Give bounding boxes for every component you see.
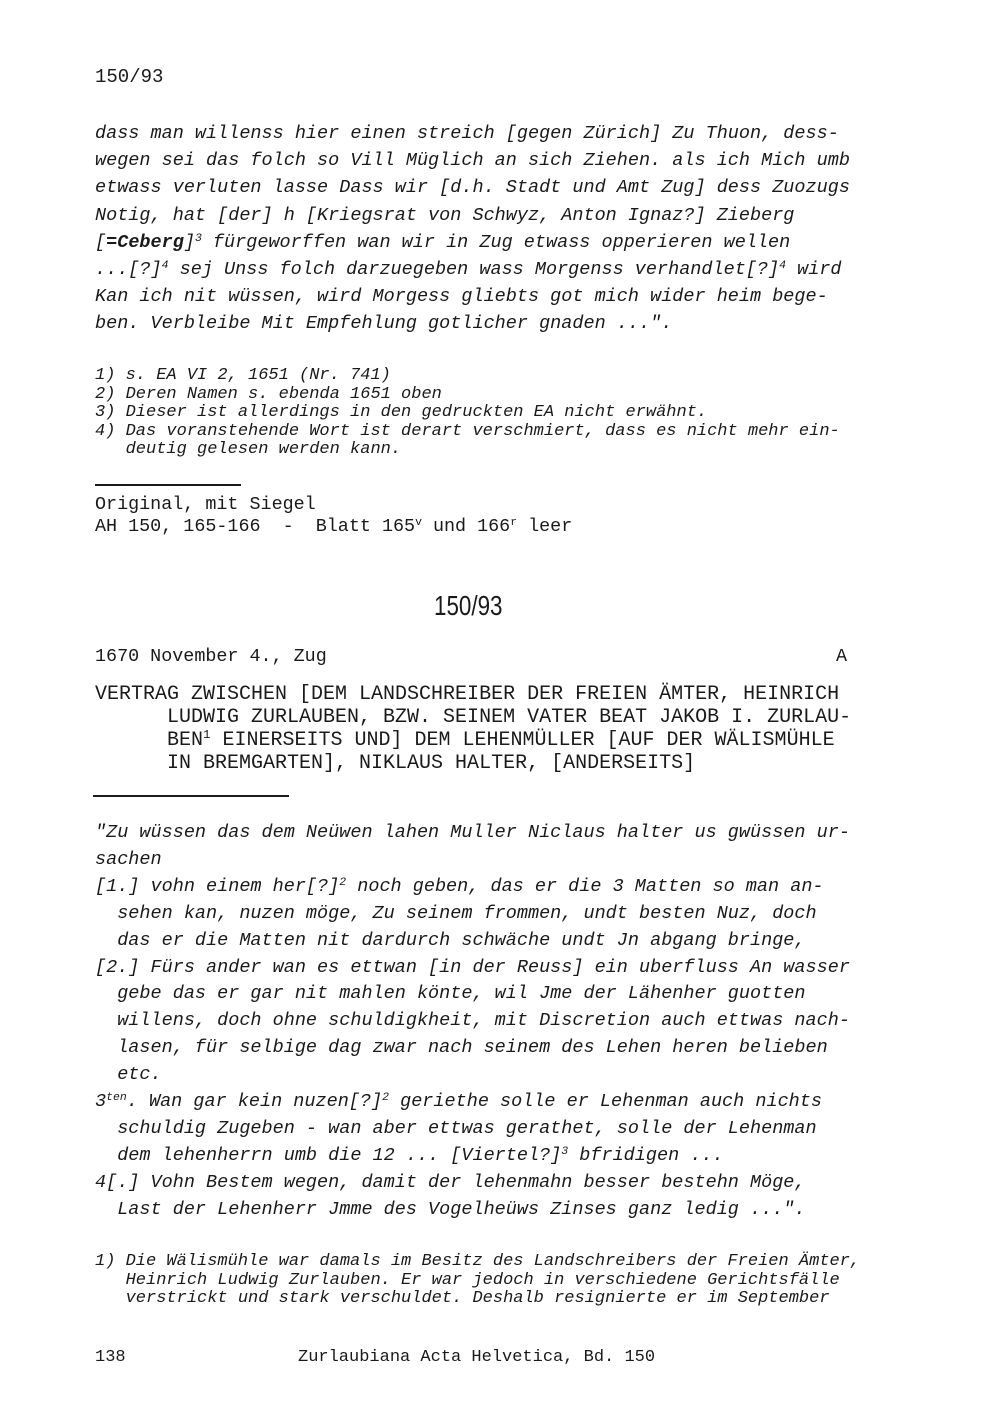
text-segment: [ xyxy=(95,231,107,253)
text-segment: LUDWIG ZURLAUBEN, BZW. SEINEM VATER BEAT JAKOB I. ZURLAU- xyxy=(95,706,852,729)
footnote-marker: 2 xyxy=(339,875,347,889)
text-line xyxy=(95,1061,162,1088)
text-segment: ...[?] xyxy=(95,259,162,280)
text-segment: geriethe solle er Lehenman auch nichts xyxy=(389,1091,822,1112)
text-line: 3) Dieser ist allerdings in den gedruckten EA nicht erwähnt. xyxy=(95,403,708,422)
text-segment: [1.] vohn einem her[?] xyxy=(95,875,340,897)
text-segment: leer xyxy=(517,516,573,537)
text-line xyxy=(95,954,850,981)
footnote-marker: 2 xyxy=(382,1090,389,1104)
heading-divider xyxy=(93,795,289,797)
text-segment: ] xyxy=(183,231,195,253)
text-line xyxy=(95,846,162,873)
text-line xyxy=(95,980,806,1007)
footnote-marker: 1 xyxy=(203,728,211,743)
text-line xyxy=(95,256,842,283)
bold-text: =Ceberg xyxy=(106,231,184,253)
text-line xyxy=(95,1169,806,1196)
footnote-marker: v xyxy=(415,516,422,529)
text-segment: etwass verluten lasse Dass wir [d.h. Stadt und Amt Zug] dess Zuozugs xyxy=(95,177,850,199)
text-segment: 4[.] Vohn Bestem wegen, damit der lehenmahn besser bestehn Möge, xyxy=(95,1171,806,1193)
text-segment: BEN xyxy=(95,729,204,752)
text-segment: schuldig Zugeben - wan aber ettwas gerathet, solle der Lehenman xyxy=(95,1117,817,1139)
text-segment: bfridigen ... xyxy=(568,1144,724,1166)
footnote-marker: ten xyxy=(106,1090,127,1104)
text-segment: VERTRAG ZWISCHEN [DEM LANDSCHREIBER DER FREIEN ÄMTER, HEINRICH xyxy=(95,683,840,706)
footer-publication: Zurlaubiana Acta Helvetica, Bd. 150 xyxy=(298,1348,656,1367)
text-segment: sachen xyxy=(95,848,162,870)
text-segment: dass man willenss hier einen streich [gegen Zürich] Zu Thuon, dess- xyxy=(95,123,839,144)
text-line xyxy=(95,819,850,846)
text-segment: und 166 xyxy=(421,516,511,537)
document-type-letter: A xyxy=(836,646,848,667)
footnote-marker: 4 xyxy=(779,258,787,272)
text-line xyxy=(95,310,672,337)
text-line xyxy=(95,1034,828,1061)
footnote-marker: r xyxy=(510,516,518,529)
text-segment: wird xyxy=(786,259,842,280)
footnote-marker: 3 xyxy=(561,1144,569,1158)
text-line: 4) Das voranstehende Wort ist derart verschmiert, dass es nicht mehr ein- xyxy=(95,421,840,441)
text-line: 1) s. EA VI 2, 1651 (Nr. 741) xyxy=(95,366,391,385)
text-segment: Notig, hat [der] h [Kriegsrat von Schwyz, Anton Ignaz?] Zieberg xyxy=(95,204,795,226)
text-line: Heinrich Ludwig Zurlauben. Er war jedoch in verschiedene Gerichtsfälle xyxy=(95,1270,840,1290)
footnote-marker: 3 xyxy=(194,231,202,245)
text-line: 2) Deren Namen s. ebenda 1651 oben xyxy=(95,384,442,404)
text-line xyxy=(95,174,850,201)
text-line xyxy=(95,706,851,729)
text-segment: etc. xyxy=(95,1064,162,1086)
text-line xyxy=(95,873,824,900)
text-segment: wegen sei das folch so Vill Müglich an sich Ziehen. als ich Mich umb xyxy=(95,150,850,172)
text-segment: willens, doch ohne schuldigkheit, mit Discretion auch ettwas nach- xyxy=(95,1010,850,1032)
text-line xyxy=(95,1142,724,1169)
text-segment: EINERSEITS UND] DEM LEHENMÜLLER [AUF DER WÄLISMÜHLE xyxy=(210,729,835,752)
text-segment: dem lehenherrn umb die 12 ... [Viertel?] xyxy=(95,1144,562,1166)
text-segment: AH 150, 165-166 - Blatt 165 xyxy=(95,516,416,537)
text-segment: sej Unss folch darzuegeben wass Morgenss verhandlet[?] xyxy=(168,259,780,280)
document-number-title: 150/93 xyxy=(434,590,503,621)
text-line xyxy=(95,1115,817,1142)
text-segment: das er die Matten nit dardurch schwäche undt Jn abgang bringe, xyxy=(95,929,806,951)
text-segment: ben. Verbleibe Mit Empfehlung gotlicher gnaden ...". xyxy=(95,313,673,335)
text-line xyxy=(95,752,695,775)
text-segment: "Zu wüssen das dem Neüwen lahen Muller Niclaus halter us gwüssen ur- xyxy=(95,822,850,843)
text-line xyxy=(95,1196,806,1223)
text-line xyxy=(95,283,828,310)
text-segment: lasen, für selbige dag zwar nach seinem des Lehen heren belieben xyxy=(95,1037,828,1059)
text-line xyxy=(95,202,794,229)
text-line: verstrickt und stark verschuldet. Deshalb resignierte er im September xyxy=(95,1289,830,1308)
text-segment: IN BREMGARTEN], NIKLAUS HALTER, [ANDERSEITS] xyxy=(95,752,696,775)
document-date-place: 1670 November 4., Zug xyxy=(95,646,327,667)
text-segment: sehen kan, nuzen möge, Zu seinem frommen, undt besten Nuz, doch xyxy=(95,902,817,924)
page-header-label: 150/93 xyxy=(95,66,164,88)
text-segment: gebe das er gar nit mahlen könte, wil Jme der Lähenher guotten xyxy=(95,983,806,1005)
text-segment: 3 xyxy=(95,1091,107,1112)
footnote-divider xyxy=(95,484,241,486)
text-line xyxy=(95,1088,822,1115)
text-segment: Kan ich nit wüssen, wird Morgess gliebts got mich wider heim bege- xyxy=(95,286,828,308)
text-line xyxy=(95,729,835,752)
text-line xyxy=(95,147,850,174)
footer-page-number: 138 xyxy=(95,1348,126,1367)
text-segment: Last der Lehenherr Jmme des Vogelheüws Zinses ganz ledig ...". xyxy=(95,1198,806,1220)
text-segment: . Wan gar kein nuzen[?] xyxy=(126,1091,383,1112)
text-segment: fürgeworffen wan wir in Zug etwass opperieren wellen xyxy=(201,231,791,253)
text-line xyxy=(95,900,817,927)
text-line xyxy=(95,229,790,256)
footnote-marker: 4 xyxy=(161,258,169,272)
text-segment: noch geben, das er die 3 Matten so man an- xyxy=(346,875,824,897)
text-line xyxy=(95,1007,850,1034)
text-line xyxy=(95,927,806,954)
text-line xyxy=(95,683,839,706)
text-line xyxy=(95,120,839,147)
source-reference xyxy=(95,516,572,538)
text-line: 1) Die Wälismühle war damals im Besitz des Landschreibers der Freien Ämter, xyxy=(95,1252,861,1271)
source-note: Original, mit Siegel xyxy=(95,494,316,515)
text-line: deutig gelesen werden kann. xyxy=(95,440,402,459)
text-segment: [2.] Fürs ander wan es ettwan [in der Reuss] ein uberfluss An wasser xyxy=(95,956,850,978)
